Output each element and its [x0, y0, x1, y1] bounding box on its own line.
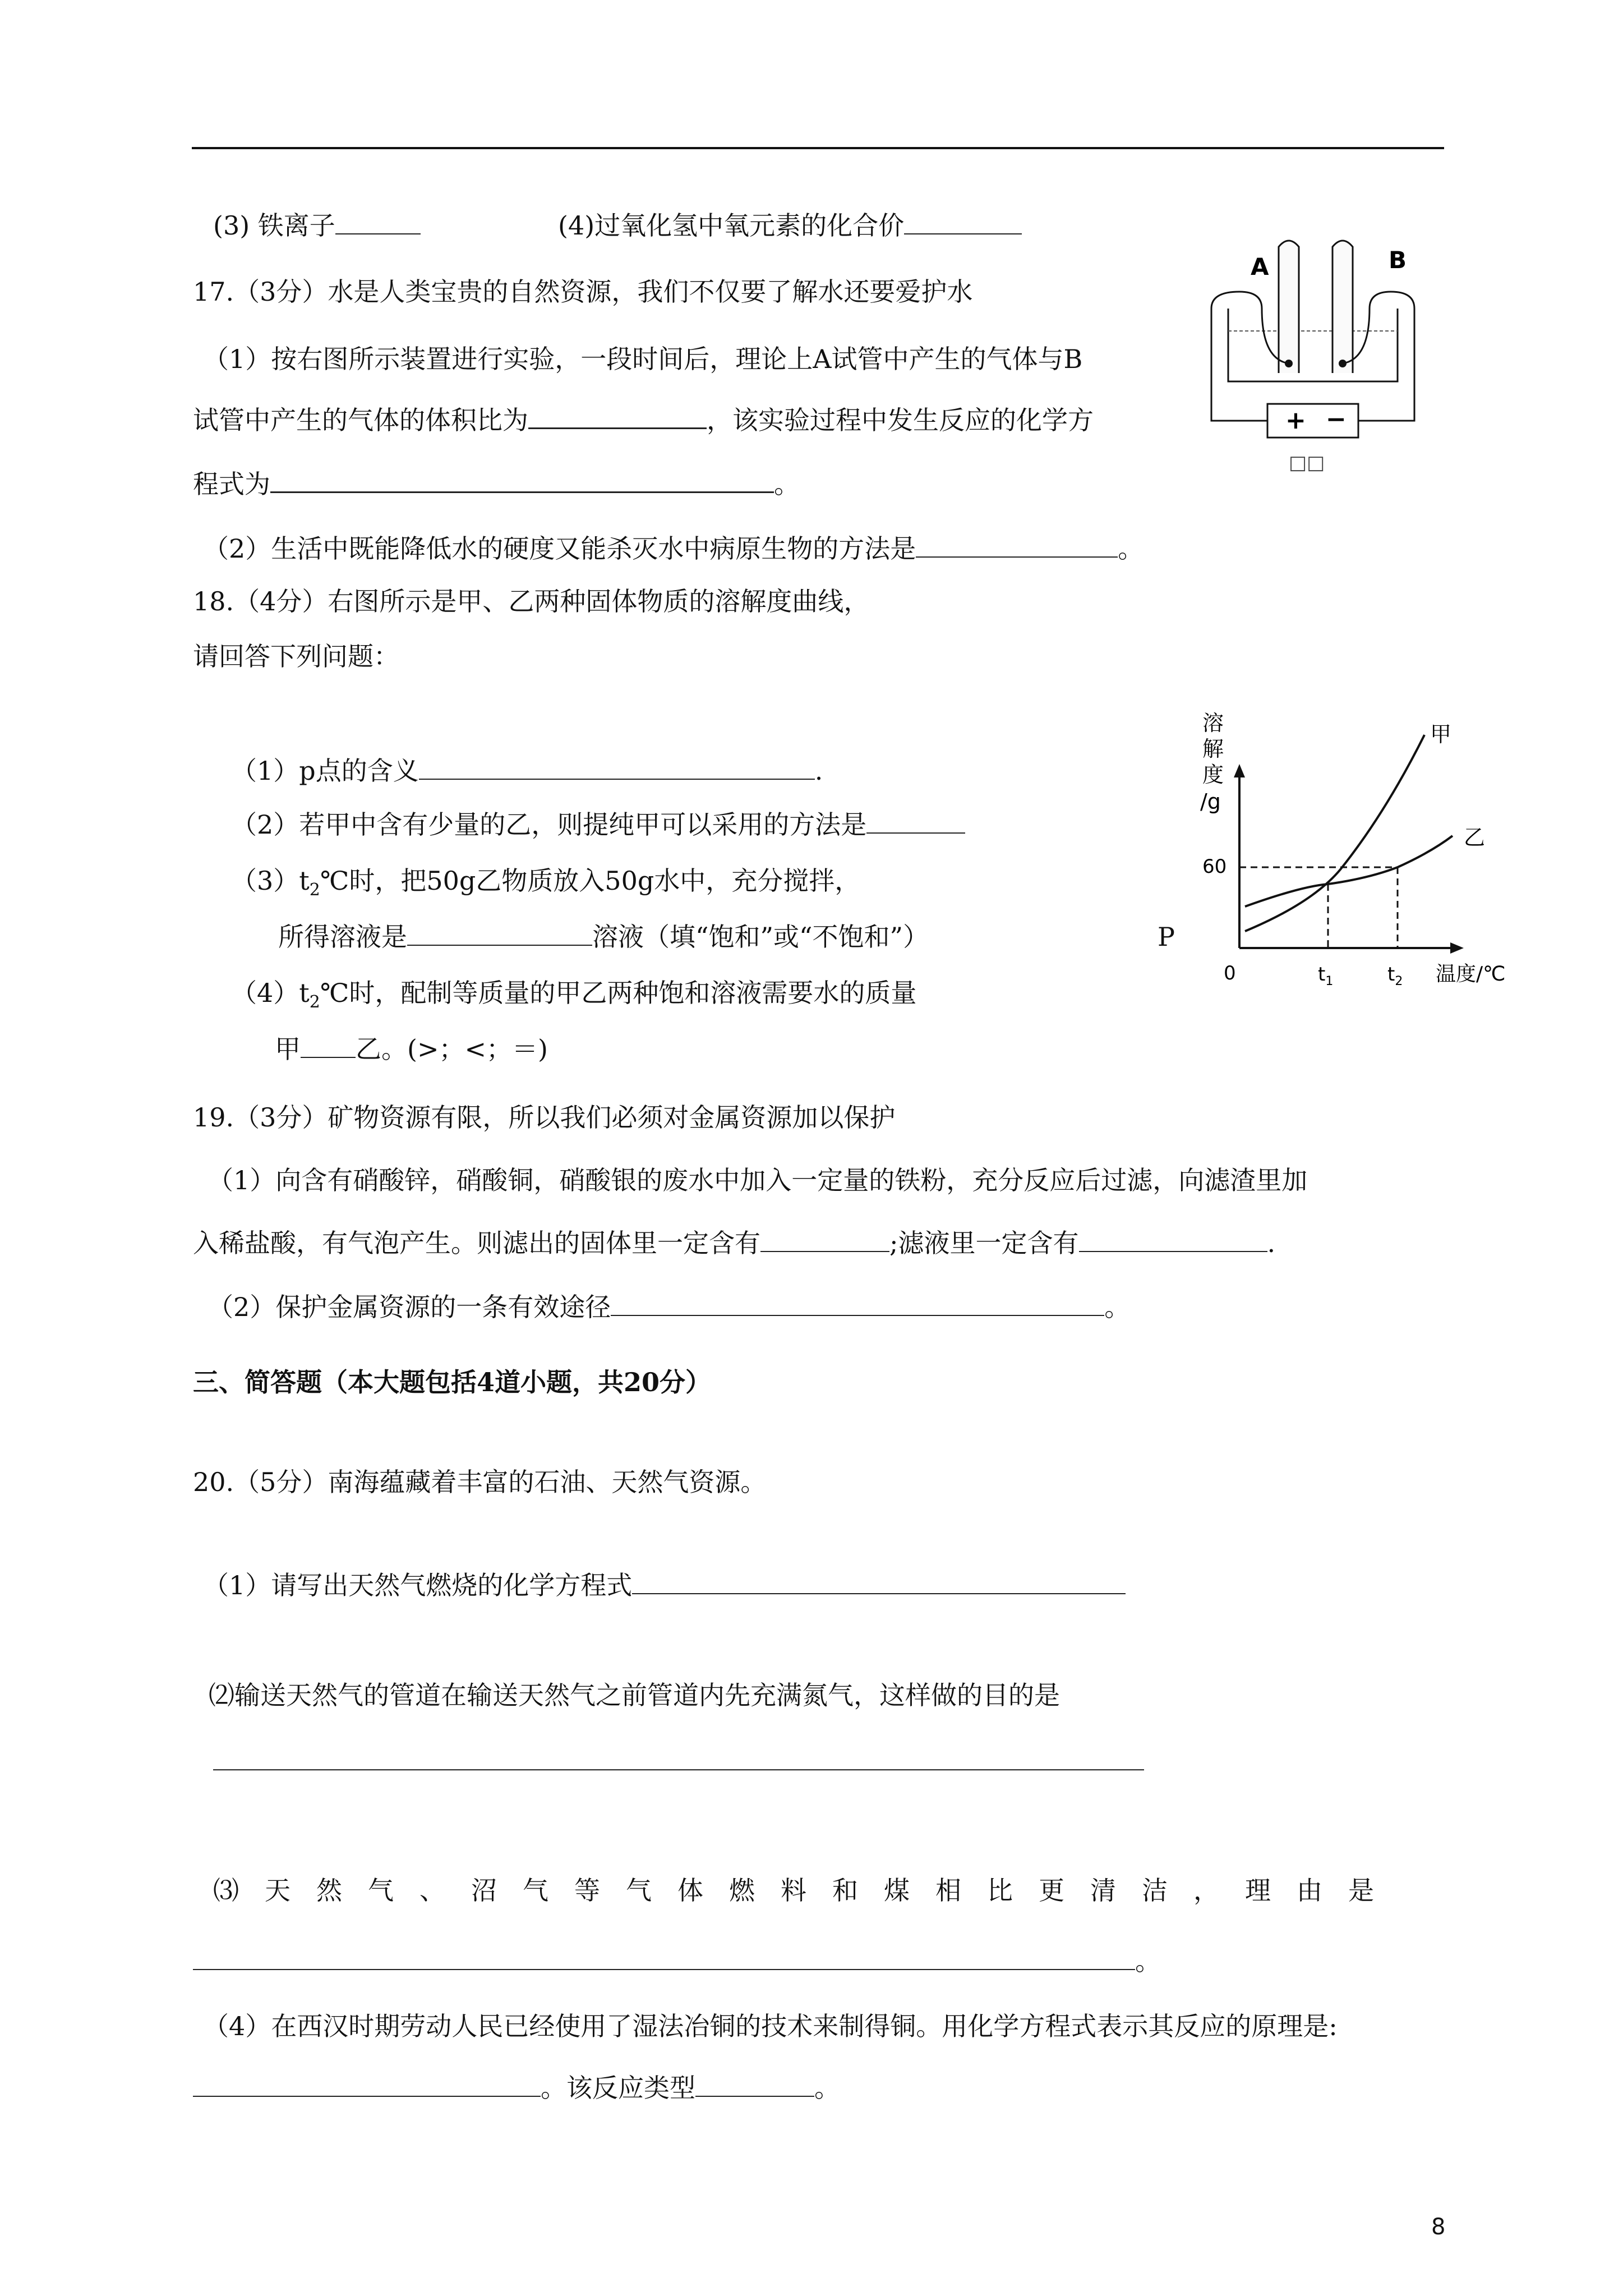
q18-text: . — [814, 756, 823, 786]
q18-text: 所得溶液是 — [278, 922, 407, 952]
q18-p-meaning-blank[interactable] — [419, 754, 815, 780]
q18-text: 甲 — [275, 1034, 301, 1064]
q16-blank4[interactable] — [904, 209, 1022, 234]
x-axis-label: 温度/℃ — [1436, 963, 1506, 986]
t1-sub: 1 — [1325, 974, 1334, 988]
q20-p4-answer — [193, 2071, 840, 2105]
header-rule — [192, 147, 1444, 149]
series-yi-line — [1245, 836, 1453, 907]
q18-p1 — [231, 754, 823, 788]
q17-volume-ratio-blank[interactable] — [528, 403, 707, 429]
q20-reason-blank[interactable] — [193, 1944, 1135, 1970]
q20-text: （1）请写出天然气燃烧的化学方程式 — [203, 1570, 633, 1600]
x-tick-t2 — [1387, 963, 1403, 988]
q17-equation-blank[interactable] — [270, 467, 774, 493]
q19-text: ;滤液里一定含有 — [889, 1228, 1079, 1258]
q19-text: （2）保护金属资源的一条有效途径 — [208, 1292, 611, 1322]
q17-text: 。 — [1118, 533, 1144, 564]
q20-text: 。 — [814, 2073, 840, 2103]
q17-text: 程式为 — [193, 469, 270, 499]
q17-text: 试管中产生的气体的体积比为 — [193, 405, 528, 435]
q20-combustion-equation-blank[interactable] — [632, 1568, 1126, 1594]
y-axis-label-1: 溶 — [1202, 711, 1224, 735]
q16-line-b — [558, 209, 1022, 242]
q20-p3: ⑶天然气、沼气等气体燃料和煤相比更清洁，理由是 — [213, 1875, 1400, 1906]
t2-subscript: 2 — [309, 992, 320, 1012]
q17-title: 17.（3分）水是人类宝贵的自然资源，我们不仅要了解水还要爱护水 — [193, 277, 973, 307]
tube-b-label: B — [1389, 246, 1407, 274]
q17-p1-line1: （1）按右图所示装置进行实验，一段时间后，理论上A试管中产生的气体与B — [203, 344, 1083, 374]
q18-text: （2）若甲中含有少量的乙，则提纯甲可以采用的方法是 — [231, 809, 867, 840]
wire-left — [1211, 292, 1289, 421]
series-yi-label: 乙 — [1464, 825, 1486, 850]
p-point-label: P — [1158, 922, 1175, 952]
q20-purpose-blank[interactable] — [213, 1745, 1144, 1770]
q18-solution-type-blank[interactable] — [407, 920, 592, 946]
q18-p3a — [231, 864, 860, 907]
q18-p4b — [275, 1032, 548, 1066]
y-axis-label-3: 度 — [1202, 762, 1224, 787]
q18-p4a — [231, 976, 916, 1019]
series-jia-label: 甲 — [1430, 722, 1452, 747]
q19-p1-line1: （1）向含有硝酸锌，硝酸铜，硝酸银的废水中加入一定量的铁粉，充分反应后过滤，向滤渣里加 — [208, 1165, 1308, 1195]
q16-part4: (4)过氧化氢中氧元素的化合价 — [558, 210, 905, 241]
q16-line — [213, 209, 421, 242]
q19-text: 入稀盐酸，有气泡产生。则滤出的固体里一定含有 — [193, 1228, 760, 1258]
q20-reaction-type-blank[interactable] — [695, 2071, 814, 2097]
q18-compare-blank[interactable] — [301, 1032, 356, 1058]
q18-p2 — [231, 808, 965, 841]
minus-sign: − — [1326, 405, 1347, 434]
q16-blank3[interactable] — [335, 209, 421, 234]
t1-letter: t — [1318, 963, 1326, 986]
x-axis-arrow — [1450, 942, 1464, 954]
q17-method-blank[interactable] — [916, 532, 1118, 558]
q18-text: （3）t — [231, 866, 310, 896]
q18-p3b — [278, 920, 929, 954]
q17-text: 。 — [774, 469, 800, 499]
y-axis-label-4: /g — [1200, 789, 1221, 814]
section-3-heading: 三、简答题（本大题包括4道小题，共20分） — [193, 1367, 712, 1397]
q18-text: 溶液（填“饱和”或“不饱和”） — [592, 922, 929, 952]
q18-text: （4）t — [231, 978, 310, 1008]
t2-sub: 2 — [1395, 974, 1403, 988]
t2-letter: t — [1387, 963, 1395, 986]
q18-text: （1）p点的含义 — [231, 756, 419, 786]
q20-p2: ⑵输送天然气的管道在输送天然气之前管道内先充满氮气，这样做的目的是 — [209, 1680, 1060, 1710]
q17-text: ，该实验过程中发生反应的化学方 — [707, 405, 1094, 435]
q18-title: 18.（4分）右图所示是甲、乙两种固体物质的溶解度曲线， — [193, 586, 870, 616]
beaker — [1228, 309, 1398, 381]
y-axis-arrow — [1234, 764, 1245, 777]
q17-text: （2）生活中既能降低水的硬度又能杀灭水中病原生物的方法是 — [203, 533, 916, 564]
q17-p1-line2 — [193, 403, 1094, 437]
q18-line2: 请回答下列问题： — [193, 641, 399, 671]
q18-text: 乙。(>；<；＝) — [356, 1034, 548, 1064]
t2-subscript: 2 — [309, 880, 320, 900]
q20-title: 20.（5分）南海蕴藏着丰富的石油、天然气资源。 — [193, 1467, 767, 1497]
q19-solid-blank[interactable] — [760, 1226, 889, 1252]
x-tick-t1 — [1318, 963, 1333, 988]
q20-p4: （4）在西汉时期劳动人民已经使用了湿法冶铜的技术来制得铜。用化学方程式表示其反应的原理是: — [203, 2011, 1338, 2041]
q20-reaction-equation-blank[interactable] — [193, 2071, 541, 2097]
q20-p2-answer — [213, 1745, 1144, 1778]
q19-method-blank[interactable] — [611, 1290, 1104, 1316]
q20-text: 。该反应类型 — [541, 2073, 695, 2103]
page-number: 8 — [1431, 2214, 1446, 2240]
plus-sign: + — [1285, 406, 1306, 435]
q16-part3: (3) 铁离子 — [213, 210, 335, 241]
electrolysis-apparatus-figure — [1206, 224, 1430, 482]
q18-text: ℃时，配制等质量的甲乙两种饱和溶液需要水的质量 — [320, 978, 917, 1008]
q20-p1 — [203, 1568, 1126, 1602]
q17-p2 — [203, 532, 1144, 565]
origin-label: 0 — [1224, 962, 1236, 984]
figure-caption: □□ — [1289, 452, 1325, 474]
q19-p2 — [208, 1290, 1130, 1324]
q20-p3-answer — [193, 1944, 1161, 1978]
solubility-chart — [1200, 701, 1537, 1004]
q18-purify-method-blank[interactable] — [866, 808, 965, 834]
y-tick-60: 60 — [1202, 855, 1227, 878]
y-axis-label-2: 解 — [1202, 737, 1224, 761]
q19-title: 19.（3分）矿物资源有限，所以我们必须对金属资源加以保护 — [193, 1102, 896, 1133]
q19-filtrate-blank[interactable] — [1079, 1226, 1267, 1252]
q19-text: 。 — [1104, 1292, 1131, 1322]
q20-text: 。 — [1135, 1946, 1161, 1976]
tube-a-label: A — [1251, 253, 1269, 280]
q18-text: ℃时，把50g乙物质放入50g水中，充分搅拌， — [320, 866, 861, 896]
q17-p1-line3 — [193, 467, 800, 501]
test-tube-b — [1332, 241, 1353, 373]
q19-text: . — [1267, 1228, 1276, 1258]
test-tube-a — [1279, 241, 1299, 373]
q19-p1-line2 — [193, 1226, 1275, 1260]
